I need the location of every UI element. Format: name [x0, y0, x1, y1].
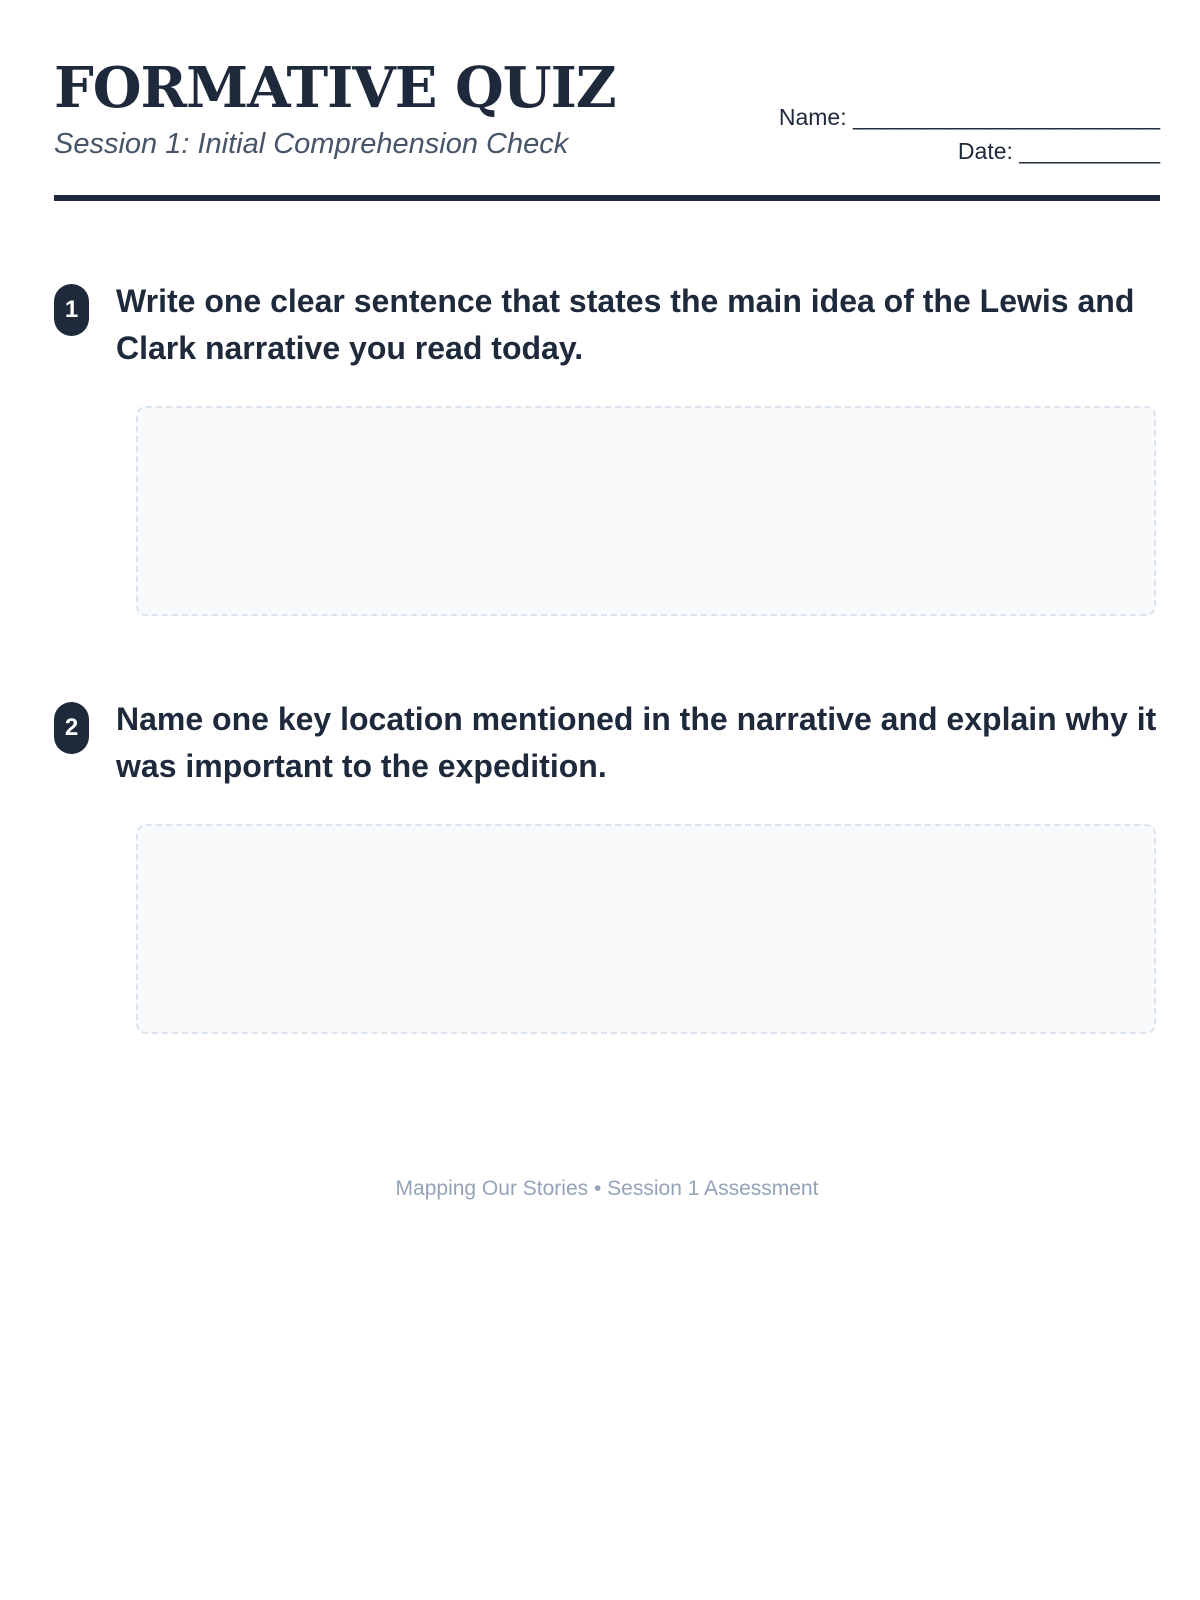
page-subtitle: Session 1: Initial Comprehension Check [54, 128, 569, 160]
question-number-badge: 1 [54, 284, 89, 336]
answer-box[interactable] [136, 824, 1156, 1034]
name-field-label[interactable]: Name: ________________________ [778, 104, 1160, 130]
page-title: FORMATIVE QUIZ [54, 55, 616, 121]
student-info [779, 100, 1160, 168]
question-text: Name one key location mentioned in the narrative and explain why it was important to the expedition. [116, 701, 1157, 784]
quiz-page [54, 0, 1160, 1200]
date-field-label[interactable]: Date: ___________ [957, 138, 1160, 164]
answer-box[interactable] [136, 406, 1156, 616]
page-footer: Mapping Our Stories • Session 1 Assessment [395, 1177, 819, 1200]
header-divider [54, 195, 1160, 201]
question-number-badge: 2 [54, 702, 89, 754]
question-text: Write one clear sentence that states the main idea of the Lewis and Clark narrative you read today. [116, 283, 1135, 366]
quiz-header [54, 0, 1160, 200]
